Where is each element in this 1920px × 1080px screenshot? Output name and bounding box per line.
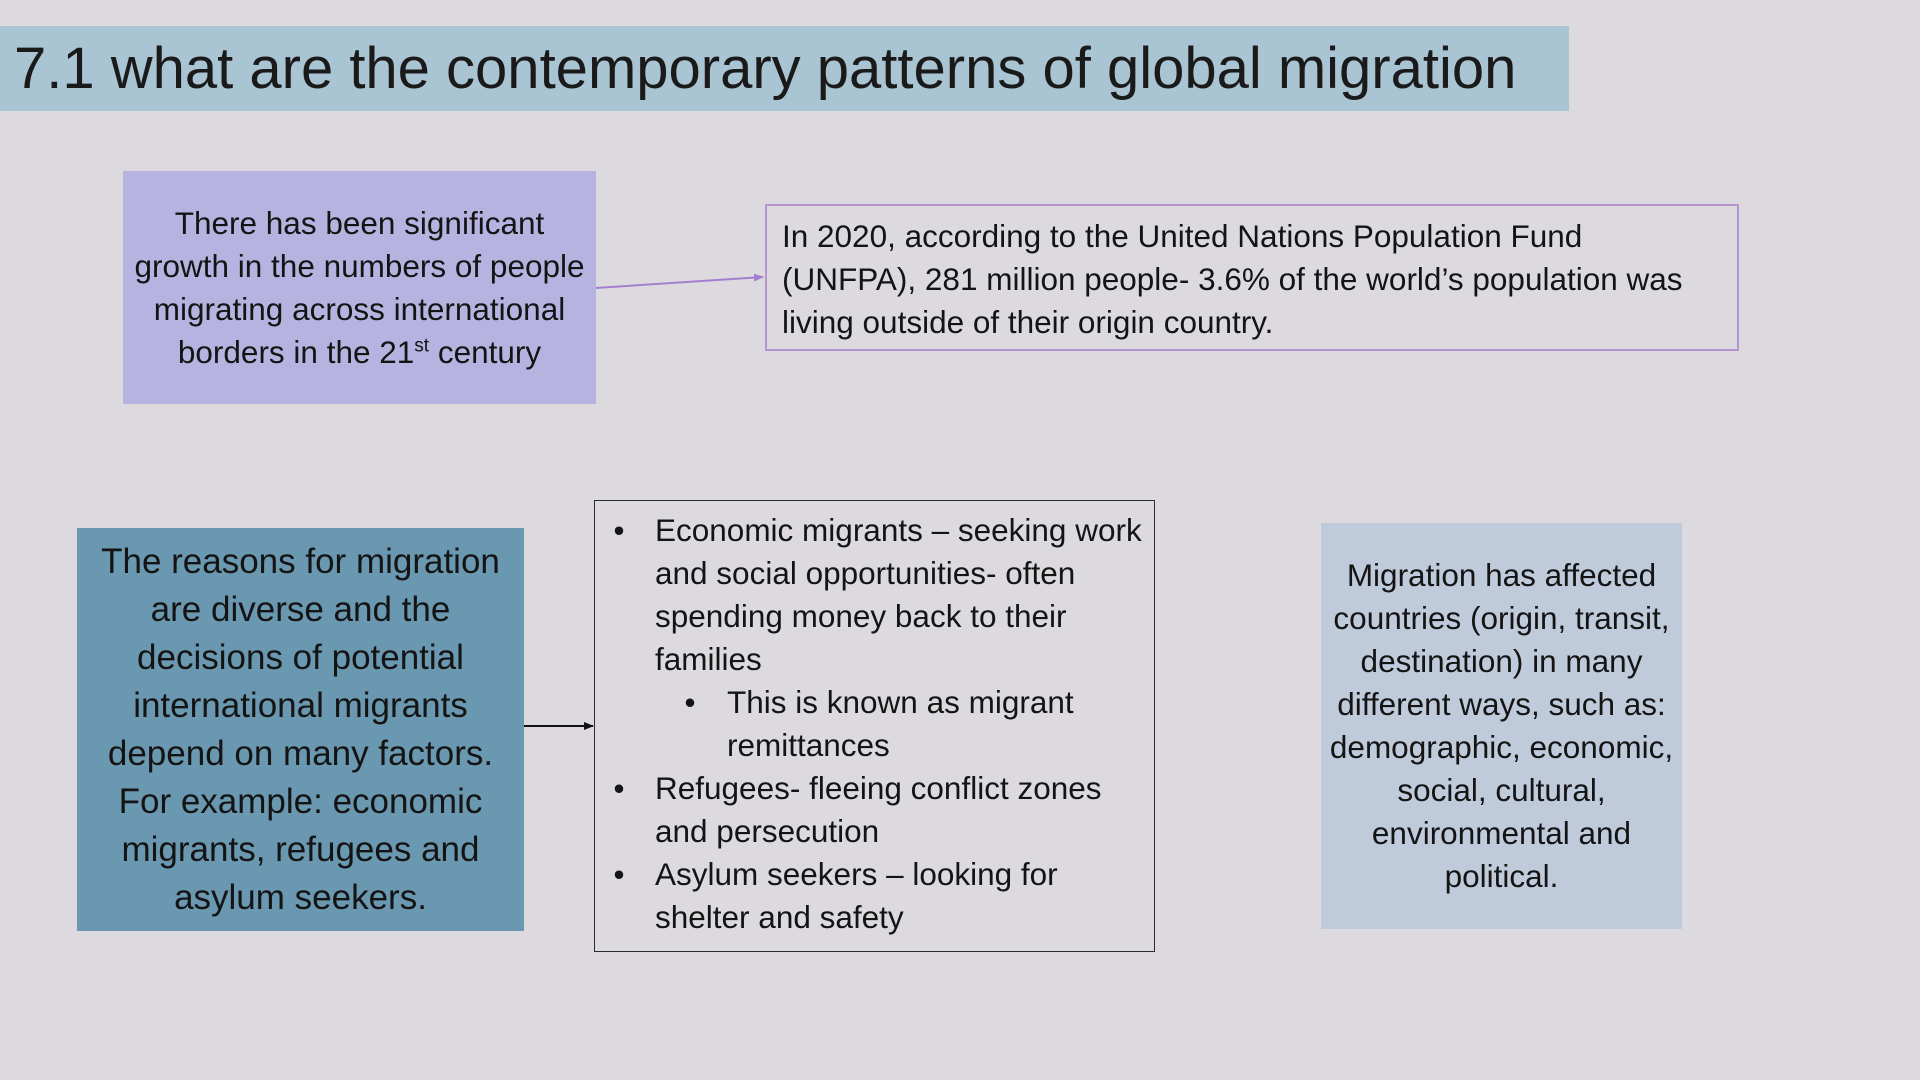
bullet-icon: • [613,512,625,548]
bullet-icon: • [684,684,696,720]
growth-text-suffix: century [429,333,542,370]
bullet-icon: • [613,856,625,892]
effects-text: Migration has affected countries (origin, transit, destination) in many different ways, such as: demographic, economic, social, cultural, environmental and political. [1329,557,1674,894]
growth-text-main: There has been significant growth in the numbers of people migrating across international borders in the 21 [134,204,585,370]
slide-title: 7.1 what are the contemporary patterns of global migration [14,36,1517,101]
unfpa-text: In 2020, according to the United Nations Population Fund (UNFPA), 281 million people- 3.6% of the world’s population was living outside of their origin country. [782,218,1683,340]
bullet-text: This is known as migrant remittances [727,684,1074,763]
bullet-text: Economic migrants – seeking work and social opportunities- often spending money back to their families [655,512,1142,677]
growth-text-superscript: st [414,335,430,356]
growth-to-unfpa-arrow [596,277,763,288]
bullet-text: Asylum seekers – looking for shelter and safety [655,856,1058,935]
bullet-text: Refugees- fleeing conflict zones and persecution [655,770,1102,849]
reasons-text: The reasons for migration are diverse and the decisions of potential international migrants depend on many factors. For example: economic migrants, refugees and asylum seekers. [101,541,500,917]
bullet-icon: • [613,770,625,806]
